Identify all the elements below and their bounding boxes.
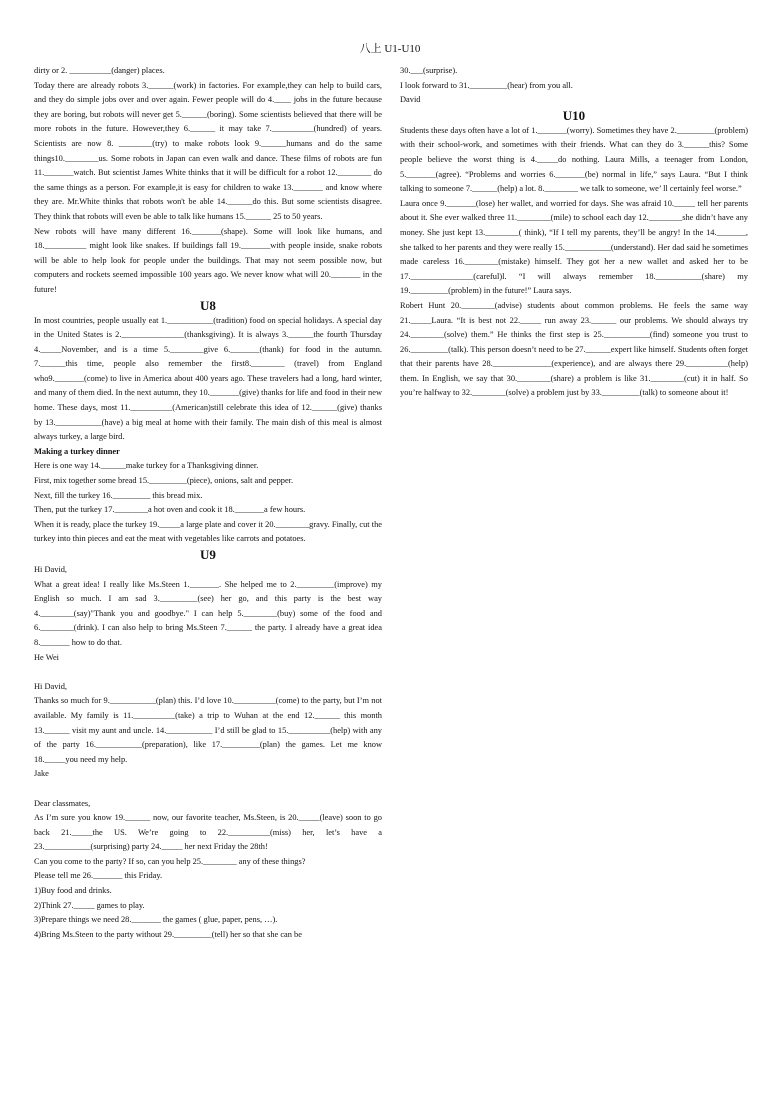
u8-step: Then, put the turkey 17.________a hot oven and cook it 18._______a few hours. xyxy=(34,505,306,515)
section-heading-u10: U10 xyxy=(562,107,586,123)
letter1-signature: He Wei xyxy=(34,652,59,662)
left-column xyxy=(34,64,382,942)
u10-paragraph: Students these days often have a lot of 1._______(worry). Sometimes they have 2._________(problem) with their school-work, and sometimes with their friends. What can they do 3.______this? Some people believe the worst thing is 4._____do nothing. Laura Mills, a teenager from London, 5._______(agree). “Problems and worries 6._______(be) normal in life,” says Laura. “But I think talking to someone 7.______(help) a lot. 8.________ we talk to someone, we’ ll certainly feel worse.” xyxy=(400,125,748,194)
u8-step: Here is one way 14.______make turkey for a Thanksgiving dinner. xyxy=(34,461,259,471)
letter2-signature: Jake xyxy=(34,769,49,779)
section-heading-u9: U9 xyxy=(200,547,216,562)
letter3-line: Can you come to the party? If so, can you help 25.________ any of these things? xyxy=(34,856,306,866)
letter1-body: What a great idea! I really like Ms.Steen 1._______. She helped me to 2._________(improve) my English so much. I am sad 3._________(see) her go, and this party is the best way 4.________(say)"Thank you and goodbye." I can help 5.________(buy) some of the food and 6.________(drink). I can also help to bring Ms.Steen 7.______ the party. I already have a great idea 8._______ how to do that. xyxy=(34,579,382,647)
u8-step: Next, fill the turkey 16._________ this bread mix. xyxy=(34,490,203,500)
letter3-greeting: Dear classmates, xyxy=(34,798,91,808)
letter1-greeting: Hi David, xyxy=(34,565,68,574)
u8-step: When it is ready, place the turkey 19._____a large plate and cover it 20.________gravy. Finally, cut the turkey into thin pieces and eat the meat with vegetables like carrots and potatoes. xyxy=(34,519,382,544)
u8-paragraph: In most countries, people usually eat 1.___________(tradition) food on special holidays. A special day in the United States is 2._______________(thanksgiving). It is always 3.______the fourth Thursday 4._____November, and is a time 5.________give 6._______(thank) for food in the autumn. 7.______this time, people also remember the first8.________ (travel) from England who9._______(come) to live in America about 400 years ago. These travelers had a long, hard winter, and many of them died. In the next autumn, they 10._______(give) thanks for life and food in their new home. These days, most 11.__________(American)still celebrate this idea of 12.______(give) thanks by 13.___________(have) a big meal at home with their family. The main dish of this meal is almost always turkey, a large bird. xyxy=(34,315,382,442)
letter3-line: 1)Buy food and drinks. xyxy=(34,886,112,896)
u7-paragraph: Today there are already robots 3.______(work) in factories. For example,they can help to build cars, and they do simple jobs over and over again. Fewer people will do 4.____ jobs in the future because they are boring, but robots will never get 5.______(boring). Some scientists believed that there will be more robots in the future. However,they 6.______ it may take 7.__________(hundred) of years. Scientists are now 8. ________(try) to make robots look 9.______humans and do the same things10.________us. Some robots in Japan can even walk and dance. These films of robots are fun 11._______watch. But scientist James White thinks that it will be difficult for a robot 12.________ do the same things as a person. For example,it is easy for children to wake 13._______ and know where they are. Mr.White thinks that robots won't be able 14.______do this. But some scientists disagree. They think that robots will even be able to talk like humans 15.______ 25 to 50 years. xyxy=(34,80,382,221)
letter3-body: As I’m sure you know 19.______ now, our favorite teacher, Ms.Steen, is 20._____(leave) soon to go back 21._____the US. We’re going to 22.__________(miss) her, let’s have a 23.___________(surprising) party 24._____ her next Friday the 28th! xyxy=(34,813,382,852)
u9-continued-signature: David xyxy=(400,95,421,105)
u8-step: First, mix together some bread 15._________(piece), onions, salt and pepper. xyxy=(34,476,294,486)
letter3-line: Please tell me 26._______ this Friday. xyxy=(34,871,163,881)
u10-paragraph: Robert Hunt 20.________(advise) students about common problems. He feels the same way 21._____Laura. “It is best not 22._____ run away 23.______ our problems. We should always try 24.________(solve) them.” He thinks the first step is 25.___________(find) someone you trust to 26._________(talk). This person doesn’t need to be 27.______expert like himself. Students often forget that their parents have 28.______________(experience), and are always there 29.__________(help) them. In English, we say that 30.________(share) a problem is like 31.________(cut) it in half. So you’re halfway to 32.________(solve) a problem just by 33._________(talk) to someone about it! xyxy=(400,300,748,398)
u9-continued-line: I look forward to 31._________(hear) from you all. xyxy=(400,80,573,90)
letter3-line: 2)Think 27._____ games to play. xyxy=(34,900,145,910)
page-title: 八上 U1-U10 xyxy=(359,43,421,55)
u8-subheading: Making a turkey dinner xyxy=(34,446,120,456)
u7-line: dirty or 2. __________(danger) places. xyxy=(34,66,165,75)
letter2-body: Thanks so much for 9.___________(plan) this. I’d love 10.__________(come) to the party, but I’m not available. My family is 11.__________(take) a trip to Wuhan at the end 12.______ this month 13.______ visit my aunt and uncle. 14.___________ I’d still be glad to 15.__________(help) with any of the party 16.___________(preparation), like 17._________(plan) the games. Let me know 18._____you need my help. xyxy=(34,696,382,764)
u9-continued-line: 30.___(surprise). xyxy=(400,66,458,75)
letter3-line: 4)Bring Ms.Steen to the party without 29._________(tell) her so that she can be xyxy=(34,929,302,939)
right-column xyxy=(400,64,748,401)
letter3-line: 3)Prepare things we need 28._______ the games ( glue, paper, pens, …). xyxy=(34,915,278,925)
section-heading-u8: U8 xyxy=(200,297,216,313)
letter2-greeting: Hi David, xyxy=(34,681,68,691)
u10-paragraph: Laura once 9._______(lose) her wallet, and worried for days. She was afraid 10._____ tell her parents about it. She ever walked three 11.________(mile) to school each day 12.________she didn’t have any money. She just kept 13.________( think), “If I tell my parents, they’ll be angry! In the 14._______, she talked to her parents and they were really 15.___________(understand). Her dad said he sometimes made careless 16.________(mistake) himself. They got her a new wallet and asked her to be 17._______________(careful)l. “I will always remember 18.___________(share) my 19._________(problem) in the future!” Laura says. xyxy=(400,198,748,296)
u7-paragraph: New robots will have many different 16._______(shape). Some will look like humans, and 18.__________ might look like snakes. If buildings fall 19._______with people inside, snake robots will be able to help look for people under the buildings. That may not seem possible now, but computers and rockets seemed impossible 100 years ago. We never know what will 20._______ in the future! xyxy=(34,226,382,294)
spacer xyxy=(34,782,382,797)
spacer xyxy=(34,665,382,680)
